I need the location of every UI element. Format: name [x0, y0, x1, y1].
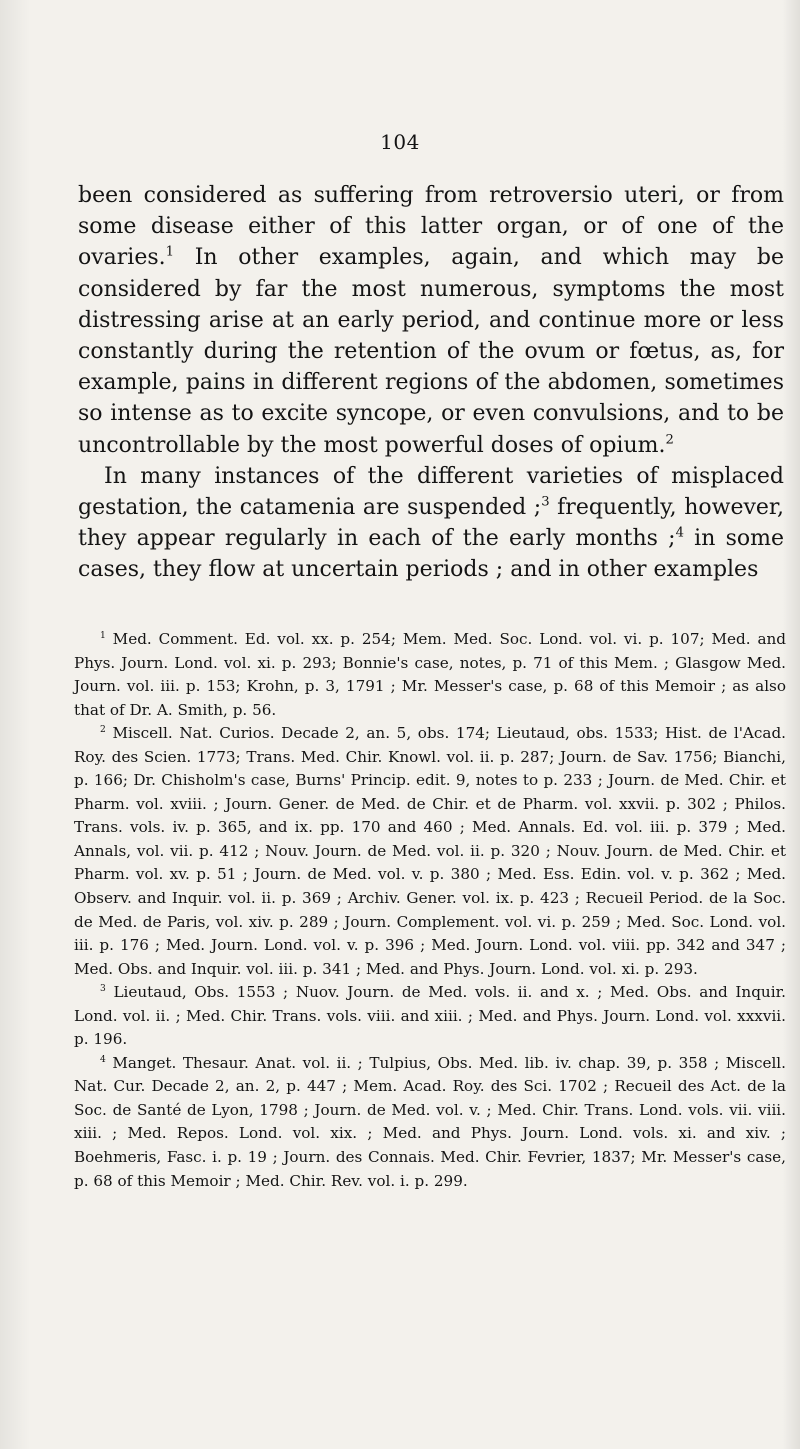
footnote-4: [74, 1052, 786, 1193]
footnote-1: [74, 628, 786, 722]
footnote-mark: 4: [100, 1054, 106, 1065]
footnote-2: [74, 722, 786, 981]
footnote-mark: 1: [100, 630, 106, 641]
footnote-text: Manget. Thesaur. Anat. vol. ii. ; Tulpius, Obs. Med. lib. iv. chap. 39, p. 358 ; Miscell. Nat. Cur. Decade 2, an. 2, p. 447 ; Mem. Acad. Roy. des Sci. 1702 ; Recueil des Act. de la Soc. de Santé de Lyon, 1798 ; Journ. de Med. vol. v. ; Med. Chir. Trans. Lond. vols. vii. viii. xiii. ; Med. Repos. Lond. vol. xix. ; Med. and Phys. Journ. Lond. vols. xi. and xiv. ; Boehmeris, Fasc. i. p. 19 ; Journ. des Connais. Med. Chir. Fevrier, 1837; Mr. Messer's case, p. 68 of this Memoir ; Med. Chir. Rev. vol. i. p. 299.: [74, 1053, 786, 1190]
text-segment: In other examples, again, and which may be considered by far the most numerous, symptoms the most distressing arise at an early period, and continue more or less constantly during the retention of the ovum or fœtus, as, for example, pains in different regions of the abdomen, sometimes so intense as to excite syncope, or even convulsions, and to be uncontrollable by the most powerful doses of opium.: [78, 245, 784, 458]
text-segment: in some cases, they flow at uncertain periods ; and in other examples: [78, 526, 784, 583]
footnote-ref-1: 1: [165, 245, 175, 261]
footnote-3: [74, 981, 786, 1052]
footnotes: [74, 628, 786, 1193]
footnote-text: Lieutaud, Obs. 1553 ; Nuov. Journ. de Med. vols. ii. and x. ; Med. Obs. and Inquir. Lond. vol. ii. ; Med. Chir. Trans. vols. viii. and xiii. ; Med. and Phys. Journ. Lond. vol. xxxvii. p. 196.: [74, 983, 786, 1049]
paragraph-2: [78, 461, 784, 586]
body-text: [78, 180, 784, 586]
text-segment: frequently, however, they appear regularly in each of the early months ;: [78, 495, 785, 552]
footnote-ref-4: 4: [675, 525, 684, 541]
footnote-ref-3: 3: [541, 494, 550, 510]
text-segment: In many instances of the different varieties of misplaced gestation, the catamenia are suspended ;: [78, 463, 784, 521]
footnote-ref-2: 2: [665, 432, 674, 448]
footnote-text: Miscell. Nat. Curios. Decade 2, an. 5, obs. 174; Lieutaud, obs. 1533; Hist. de l'Acad. Roy. des Scien. 1773; Trans. Med. Chir. Knowl. vol. ii. p. 287; Journ. de Sav. 1756; Bianchi, p. 166; Dr. Chisholm's case, Burns' Princip. edit. 9, notes to p. 233 ; Journ. de Med. Chir. et Pharm. vol. xviii. ; Journ. Gener. de Med. de Chir. et de Pharm. vol. xxvii. p. 302 ; Philos. Trans. vols. iv. p. 365, and ix. pp. 170 and 460 ; Med. Annals. Ed. vol. iii. p. 379 ; Med. Annals, vol. vii. p. 412 ; Nouv. Journ. de Med. vol. ii. p. 320 ; Nouv. Journ. de Med. Chir. et Pharm. vol. xv. p. 51 ; Journ. de Med. vol. v. p. 380 ; Med. Ess. Edin. vol. v. p. 362 ; Med. Observ. and Inquir. vol. ii. p. 369 ; Archiv. Gener. vol. ix. p. 423 ; Recueil Period. de la Soc. de Med. de Paris, vol. xiv. p. 289 ; Journ. Complement. vol. vi. p. 259 ; Med. Soc. Lond. vol. iii. p. 176 ; Med. Journ. Lond. vol. v. p. 396 ; Med. Journ. Lond. vol. viii. pp. 342 and 347 ; Med. Obs. and Inquir. vol. iii. p. 341 ; Med. and Phys. Journ. Lond. vol. xi. p. 293.: [74, 724, 786, 978]
footnote-text: Med. Comment. Ed. vol. xx. p. 254; Mem. Med. Soc. Lond. vol. vi. p. 107; Med. and Phys. Journ. Lond. vol. xi. p. 293; Bonnie's case, notes, p. 71 of this Mem. ; Glasgow Med. Journ. vol. iii. p. 153; Krohn, p. 3, 1791 ; Mr. Messer's case, p. 68 of this Memoir ; as also that of Dr. A. Smith, p. 56.: [74, 630, 786, 719]
page-number: 104: [380, 130, 420, 154]
footnote-mark: 3: [100, 984, 106, 995]
text-segment: been considered as suffering from retroversio uteri, or from some disease either of this latter organ, or of one of the ovaries.: [78, 183, 784, 271]
paragraph-1: [78, 180, 784, 461]
footnote-mark: 2: [100, 725, 106, 736]
